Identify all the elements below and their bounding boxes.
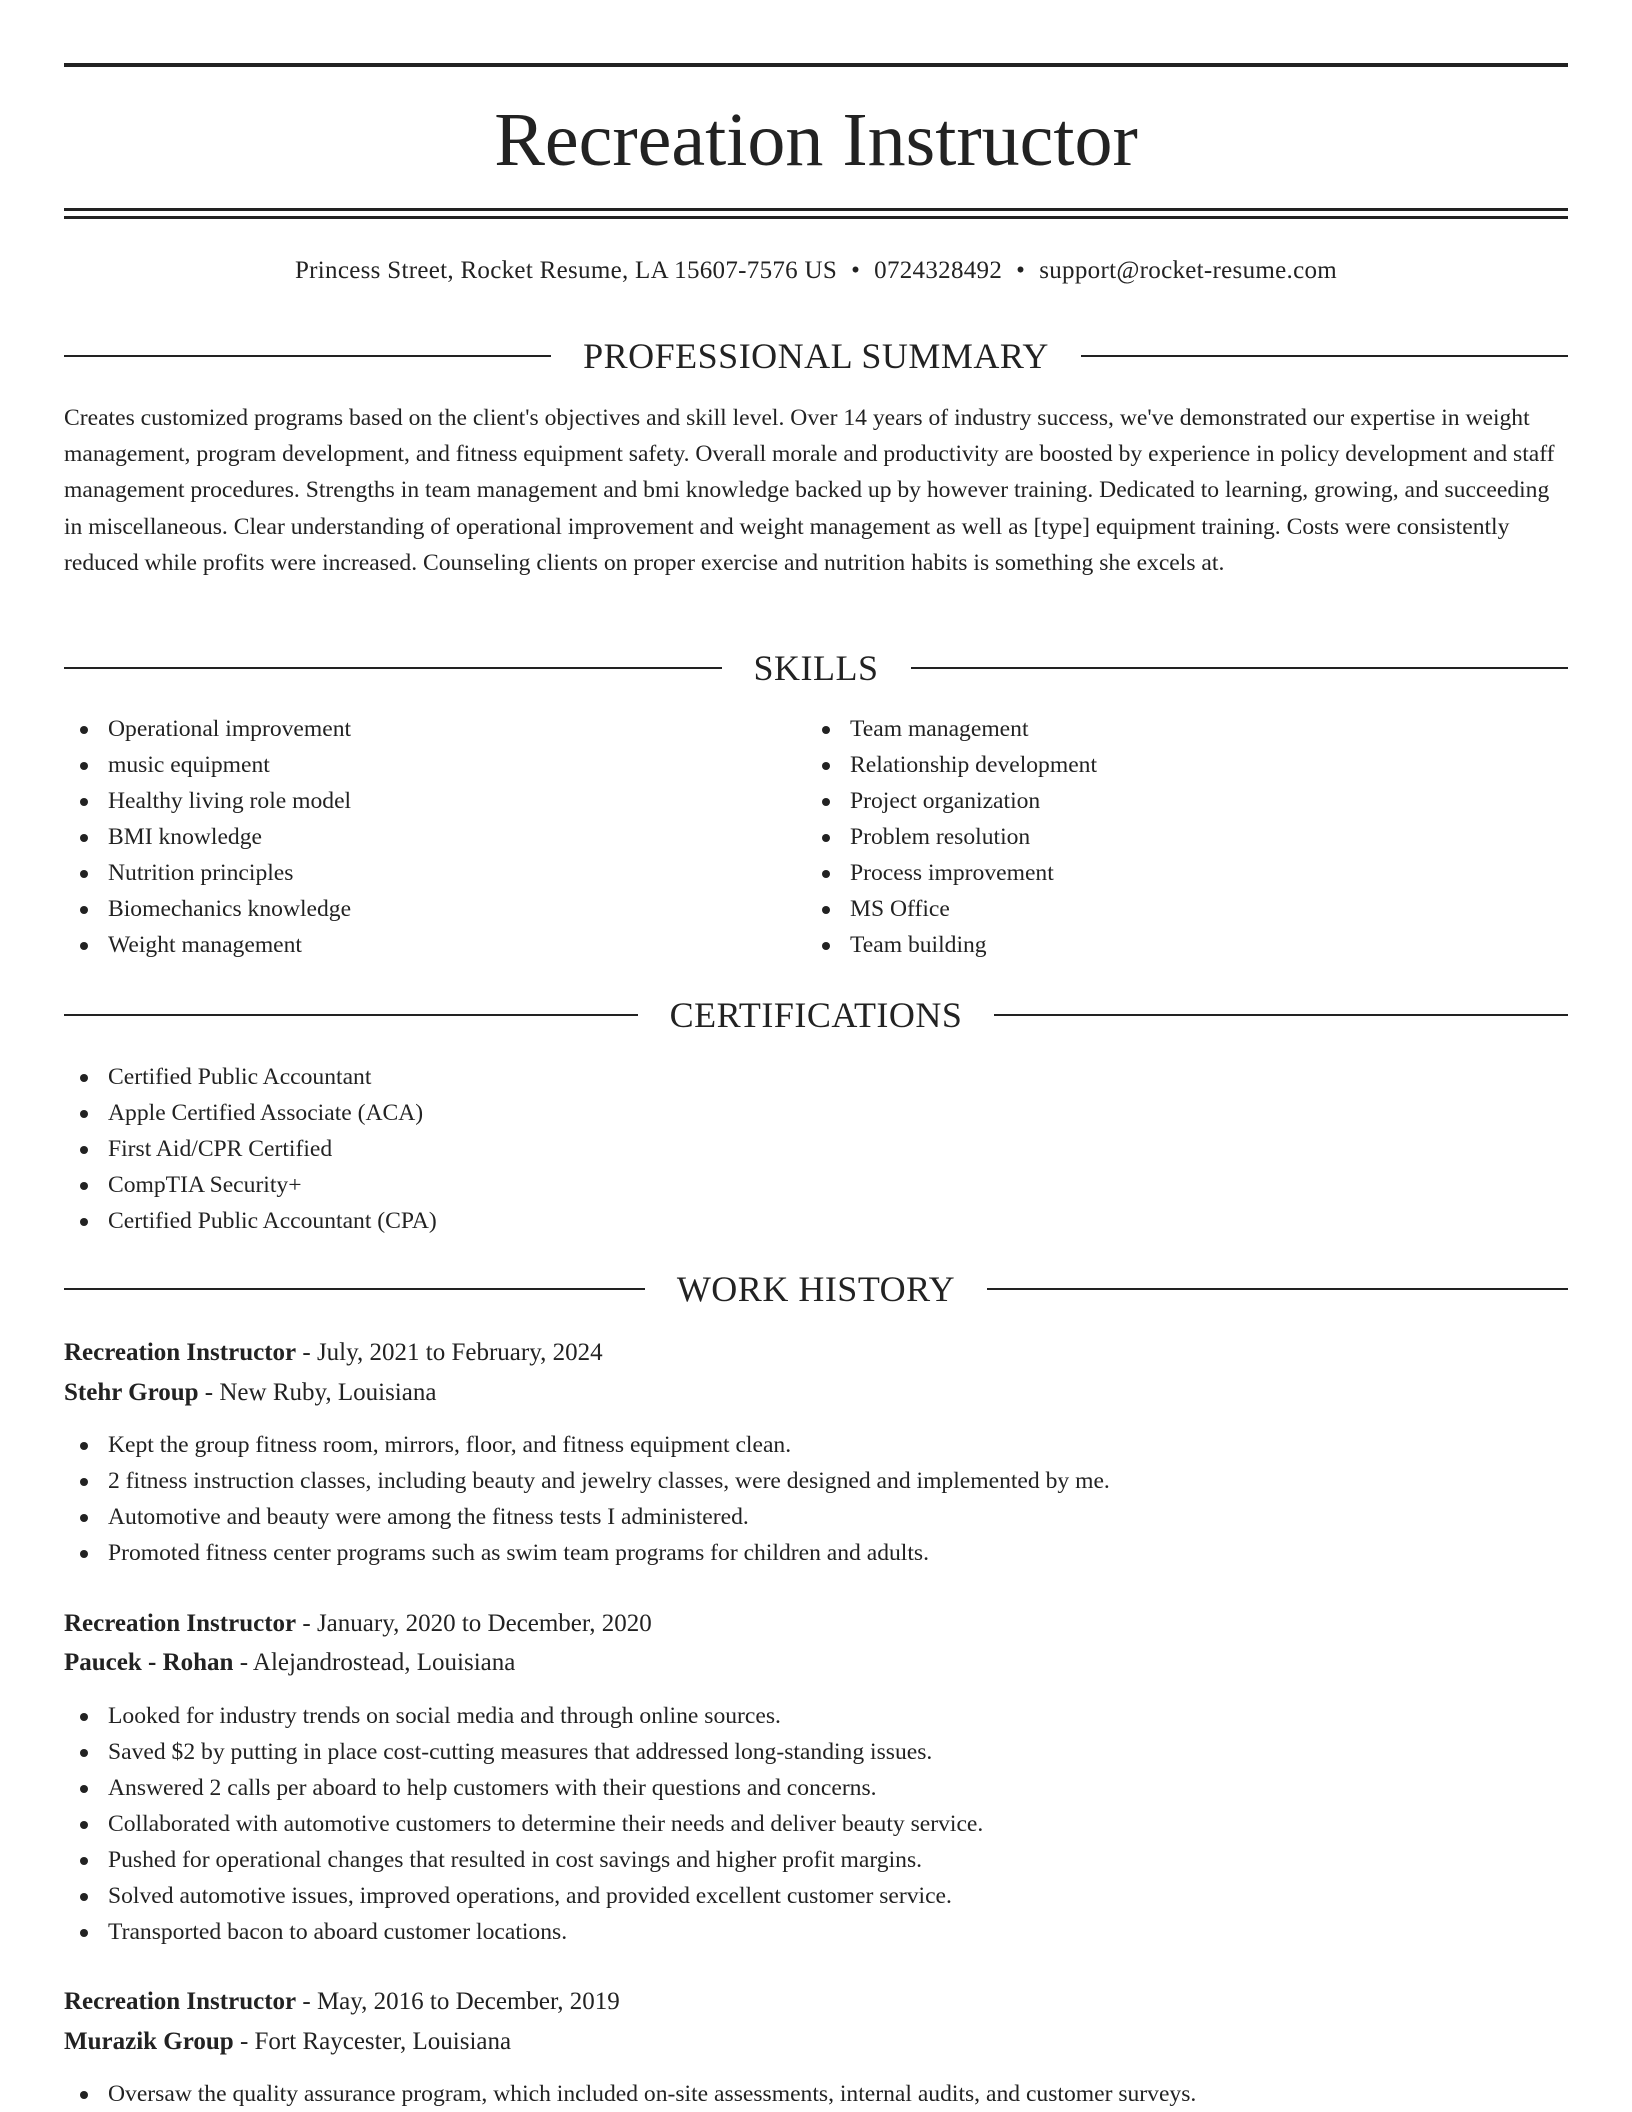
job-company-line: Paucek - Rohan - Alejandrostead, Louisiana [64, 1649, 516, 1676]
job-company-line: Stehr Group - New Ruby, Louisiana [64, 1379, 437, 1406]
job-title-line: Recreation Instructor - July, 2021 to February, 2024 [64, 1339, 603, 1366]
heading-rule-left [64, 1288, 645, 1290]
certification-item: First Aid/CPR Certified [64, 1131, 437, 1167]
skill-item: Nutrition principles [64, 855, 351, 891]
job-company: Stehr Group [64, 1379, 199, 1406]
heading-rule-right [994, 1014, 1568, 1016]
contact-phone: 0724328492 [874, 257, 1003, 284]
job-bullet: 2 fitness instruction classes, including beauty and jewelry classes, were designed and implemented by me. [64, 1463, 1110, 1499]
certifications-list [64, 1059, 437, 1239]
job-title: Recreation Instructor [64, 1339, 297, 1366]
skills-list-right [806, 711, 1097, 963]
job-title: Recreation Instructor [64, 1988, 297, 2015]
heading-rule-right [1081, 355, 1568, 357]
skill-item: Process improvement [806, 855, 1097, 891]
job-bullet: Transported bacon to aboard customer locations. [64, 1914, 983, 1950]
contact-email: support@rocket-resume.com [1039, 257, 1338, 284]
summary-heading: PROFESSIONAL SUMMARY [583, 336, 1049, 376]
heading-rule-right [911, 667, 1569, 669]
contact-separator: • [1016, 257, 1026, 284]
skill-item: Team management [806, 711, 1097, 747]
heading-rule-left [64, 1014, 638, 1016]
job-location: New Ruby, Louisiana [219, 1379, 437, 1406]
skill-item: MS Office [806, 891, 1097, 927]
heading-rule-right [987, 1288, 1568, 1290]
contact-address: Princess Street, Rocket Resume, LA 15607-7576 US [294, 257, 838, 284]
job-title: Recreation Instructor [64, 1610, 297, 1637]
work-history-heading: WORK HISTORY [676, 1269, 956, 1309]
heading-rule-left [64, 667, 722, 669]
job-dates: July, 2021 to February, 2024 [316, 1339, 603, 1366]
job-company: Murazik Group [64, 2028, 234, 2055]
job-location: Fort Raycester, Louisiana [254, 2028, 512, 2055]
summary-text: Creates customized programs based on the client's objectives and skill level. Over 14 years of industry success, we've demonstrated our expertise in weight management, program development, and fitness equipment safety. Overall morale and productivity are boosted by experience in policy development and staff management procedures. Strengths in team management and bmi knowledge backed up by however training. Dedicated to learning, growing, and succeeding in miscellaneous. Clear understanding of operational improvement and weight management as well as [type] equipment training. Costs were consistently reduced while profits were increased. Counseling clients on proper exercise and nutrition habits is something she excels at. [64, 405, 1555, 576]
skill-item: Weight management [64, 927, 351, 963]
skill-item: Problem resolution [806, 819, 1097, 855]
skill-item: Biomechanics knowledge [64, 891, 351, 927]
skills-heading: SKILLS [753, 648, 879, 688]
skill-item: Project organization [806, 783, 1097, 819]
skill-item: Team building [806, 927, 1097, 963]
job-bullet: Collaborated with automotive customers to determine their needs and deliver beauty service. [64, 1806, 983, 1842]
job-bullet: Looked for industry trends on social media and through online sources. [64, 1698, 983, 1734]
skill-item: Relationship development [806, 747, 1097, 783]
skill-item: BMI knowledge [64, 819, 351, 855]
summary-section-heading [64, 334, 1568, 378]
job-dates: May, 2016 to December, 2019 [316, 1988, 620, 2015]
job-bullet: Promoted fitness center programs such as swim team programs for children and adults. [64, 1535, 1110, 1571]
job-bullet: Saved $2 by putting in place cost-cutting measures that addressed long-standing issues. [64, 1734, 983, 1770]
header-top-rule [64, 63, 1568, 67]
certifications-section-heading [64, 993, 1568, 1037]
resume-title: Recreation Instructor [494, 98, 1138, 182]
job-location: Alejandrostead, Louisiana [252, 1649, 516, 1676]
skill-item: music equipment [64, 747, 351, 783]
job-bullets [64, 1698, 983, 1950]
certification-item: CompTIA Security+ [64, 1167, 437, 1203]
job-bullet: Pushed for operational changes that resulted in cost savings and higher profit margins. [64, 1842, 983, 1878]
skill-item: Operational improvement [64, 711, 351, 747]
job-title-line: Recreation Instructor - May, 2016 to December, 2019 [64, 1988, 620, 2015]
header-bottom-rule-2 [64, 216, 1568, 219]
certification-item: Certified Public Accountant [64, 1059, 437, 1095]
skill-item: Healthy living role model [64, 783, 351, 819]
job-company-line: Murazik Group - Fort Raycester, Louisiana [64, 2028, 512, 2055]
job-bullet: Answered 2 calls per aboard to help customers with their questions and concerns. [64, 1770, 983, 1806]
skills-section-heading [64, 646, 1568, 690]
certification-item: Apple Certified Associate (ACA) [64, 1095, 437, 1131]
contact-line [64, 254, 1568, 288]
heading-rule-left [64, 355, 551, 357]
work-history-section-heading [64, 1267, 1568, 1311]
job-title-line: Recreation Instructor - January, 2020 to December, 2020 [64, 1610, 652, 1637]
contact-separator: • [851, 257, 861, 284]
job-dates: January, 2020 to December, 2020 [316, 1610, 652, 1637]
certification-item: Certified Public Accountant (CPA) [64, 1203, 437, 1239]
job-bullet: Automotive and beauty were among the fitness tests I administered. [64, 1499, 1110, 1535]
job-bullets [64, 1427, 1110, 1571]
job-bullet: Oversaw the quality assurance program, which included on-site assessments, internal audits, and customer surveys. [64, 2076, 1196, 2112]
certifications-heading: CERTIFICATIONS [669, 995, 963, 1035]
skills-list-left [64, 711, 351, 963]
header-bottom-rule [64, 208, 1568, 211]
job-company: Paucek - Rohan [64, 1649, 234, 1676]
job-bullet: Solved automotive issues, improved operations, and provided excellent customer service. [64, 1878, 983, 1914]
job-bullets [64, 2076, 1196, 2112]
job-bullet: Kept the group fitness room, mirrors, floor, and fitness equipment clean. [64, 1427, 1110, 1463]
